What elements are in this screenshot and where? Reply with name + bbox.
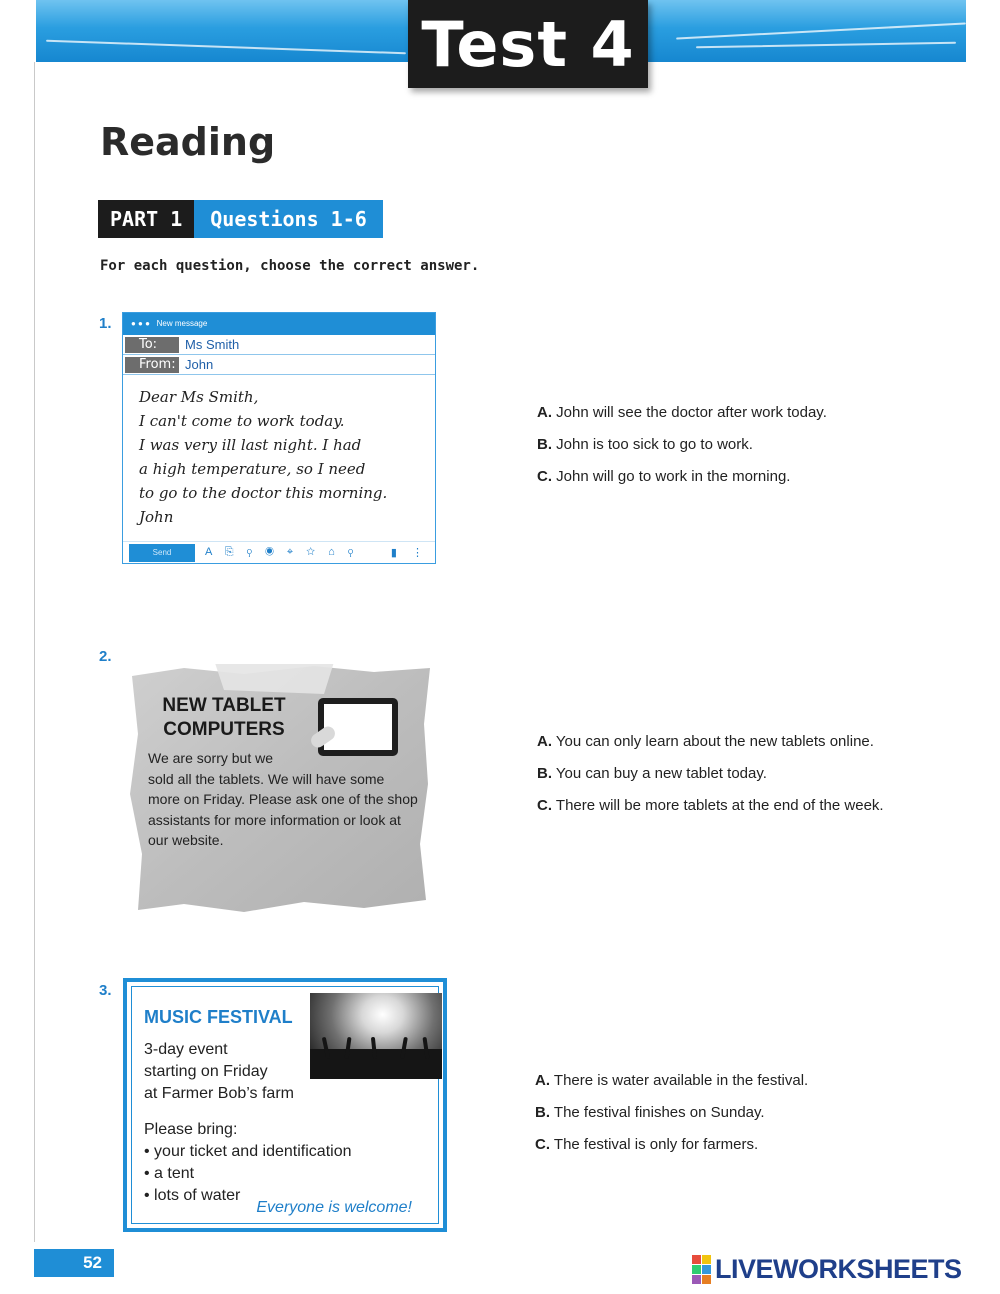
banner-streak [46, 40, 406, 55]
option-text: The festival finishes on Sunday. [553, 1104, 765, 1121]
email-body [123, 375, 435, 539]
notice-paragraph: sold all the tablets. We will have some more on Friday. Please ask one of the shop assistants for more information or look at our website. [148, 770, 418, 848]
question-2-options [537, 731, 977, 827]
logo-square [692, 1265, 701, 1274]
banner-streak [696, 42, 956, 49]
option-b[interactable] [537, 434, 977, 466]
logo-grid-icon [692, 1255, 711, 1284]
option-text: John will see the doctor after work today. [556, 404, 827, 421]
option-text: The festival is only for farmers. [553, 1136, 759, 1153]
option-letter: C. [535, 1136, 550, 1153]
option-letter: A. [535, 1072, 550, 1089]
bring-item: • your ticket and identification [144, 1143, 352, 1160]
notice-text [148, 748, 418, 851]
option-letter: C. [537, 797, 552, 814]
option-letter: A. [537, 733, 552, 750]
email-line: I was very ill last night. I had [139, 436, 362, 454]
question-3-options [535, 1070, 975, 1166]
email-line: Dear Ms Smith, [139, 388, 259, 406]
option-text: John will go to work in the morning. [556, 468, 791, 485]
logo-square [692, 1275, 701, 1284]
bring-item: • lots of water [144, 1187, 241, 1204]
email-signature: John [139, 508, 174, 526]
option-c[interactable] [537, 466, 977, 498]
option-text: There is water available in the festival. [553, 1072, 809, 1089]
logo-square [702, 1255, 711, 1264]
email-to-row [123, 335, 435, 355]
format-attach-share-camera-location-star-home-search-icons: A ⎘ ⚲ ◉ ⌖ ☆ ⌂ ⚲ [205, 546, 359, 558]
option-text: You can only learn about the new tablets online. [555, 733, 874, 750]
festival-line: 3-day event [144, 1041, 228, 1058]
festival-line: at Farmer Bob’s farm [144, 1085, 294, 1102]
option-letter: B. [535, 1104, 550, 1121]
option-letter: B. [537, 436, 552, 453]
festival-line: starting on Friday [144, 1063, 268, 1080]
send-button: Send [129, 544, 195, 562]
option-letter: A. [537, 404, 552, 421]
part-header [98, 200, 383, 238]
email-message [122, 312, 436, 564]
question-number-1: 1. [99, 315, 112, 332]
question-1-options [537, 402, 977, 498]
concert-crowd-image [310, 993, 442, 1079]
festival-bring-list [144, 1119, 352, 1207]
option-letter: C. [537, 468, 552, 485]
questions-range: Questions 1-6 [194, 200, 383, 238]
festival-inner-border [131, 986, 439, 1224]
test-title: Test 4 [408, 0, 648, 88]
logo-square [702, 1275, 711, 1284]
email-line: I can't come to work today. [139, 412, 345, 430]
festival-title: MUSIC FESTIVAL [144, 1007, 293, 1027]
notice-title-line: NEW TABLET [162, 695, 286, 716]
from-label: From: [125, 357, 179, 373]
question-number-3: 3. [99, 982, 112, 999]
email-toolbar [123, 541, 435, 563]
email-window-title: New message [156, 319, 208, 328]
option-a[interactable] [537, 402, 977, 434]
option-c[interactable] [535, 1134, 975, 1166]
part-label: PART 1 [98, 200, 194, 238]
option-a[interactable] [537, 731, 977, 763]
notice-title-line: COMPUTERS [163, 719, 285, 740]
banner-streak [676, 22, 966, 39]
notice-line: We are sorry but we [148, 750, 274, 766]
liveworksheets-logo [692, 1254, 962, 1285]
notice-title [162, 694, 286, 742]
festival-poster [123, 978, 447, 1232]
instruction: For each question, choose the correct answer. [100, 258, 480, 274]
email-from-row [123, 355, 435, 375]
festival-welcome: Everyone is welcome! [256, 1199, 412, 1216]
page-margin-rule [34, 62, 35, 1242]
page-number: 52 [34, 1249, 114, 1277]
bring-item: • a tent [144, 1165, 195, 1182]
from-value: John [185, 357, 214, 372]
option-c[interactable] [537, 795, 977, 827]
to-label: To: [125, 337, 179, 353]
email-line: to go to the doctor this morning. [139, 484, 388, 502]
festival-details [144, 1039, 294, 1105]
logo-square [702, 1265, 711, 1274]
option-text: John is too sick to go to work. [556, 436, 753, 453]
option-text: You can buy a new tablet today. [555, 765, 767, 782]
option-text: There will be more tablets at the end of the week. [555, 797, 884, 814]
option-letter: B. [537, 765, 552, 782]
section-title: Reading [100, 120, 276, 164]
window-dots-icon: ● ● ● [131, 319, 150, 328]
to-value: Ms Smith [185, 337, 240, 352]
brand-name: LIVEWORKSHEETS [715, 1254, 962, 1284]
tablet-notice [124, 664, 434, 914]
bring-title: Please bring: [144, 1121, 238, 1138]
email-titlebar [123, 313, 435, 335]
option-b[interactable] [537, 763, 977, 795]
trash-more-icons: ▮ ⋮ [390, 547, 429, 559]
question-number-2: 2. [99, 648, 112, 665]
option-b[interactable] [535, 1102, 975, 1134]
email-line: a high temperature, so I need [139, 460, 366, 478]
logo-square [692, 1255, 701, 1264]
option-a[interactable] [535, 1070, 975, 1102]
